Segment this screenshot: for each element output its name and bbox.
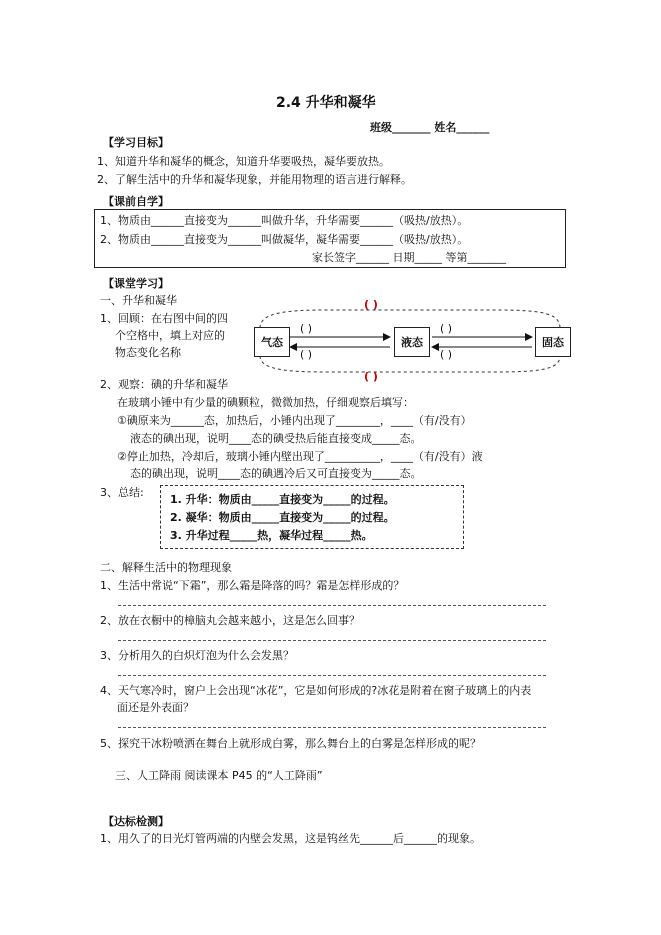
liquid-state-box: 液态 — [394, 327, 430, 357]
blank-paren: ( ) — [300, 322, 313, 335]
answer-line — [118, 675, 546, 676]
blank-paren: ( ) — [440, 322, 453, 335]
review-text: 1、回顾：在右图中间的四 — [100, 312, 228, 325]
blank-paren: ( ) — [300, 348, 313, 361]
observe-line: ②停止加热，冷却后，玻璃小锤内壁出现了__________，____（有/没有）液 — [117, 450, 483, 463]
summary-item: 3. 升华过程_____热，凝华过程_____热。 — [170, 529, 373, 542]
question: 1、生活中常说“下霜”，那么霜是降落的吗？霜是怎样形成的？ — [100, 579, 405, 592]
observe-title: 2、观察：碘的升华和凝华 — [100, 378, 228, 391]
review-text: 物态变化名称 — [115, 346, 181, 359]
observe-line: 液态的碘出现，说明____态的碘受热后能直接变成_____态。 — [130, 432, 422, 445]
answer-line — [118, 605, 546, 606]
answer-line — [118, 640, 546, 641]
question: 面还是外表面？ — [117, 701, 194, 714]
summary-item: 2. 凝华：物质由_____直接变为_____的过程。 — [170, 511, 395, 524]
parent-sign-line: 家长签字______ 日期_____ 等第_______ — [312, 251, 506, 264]
section-heading: 二、解释生活中的物理现象 — [100, 561, 232, 574]
check-item: 1、用久了的日光灯管两端的内壁会发黑，这是钨丝先______后______的现象。 — [100, 832, 481, 845]
question: 3、分析用久的白炽灯泡为什么会发黑？ — [100, 649, 294, 662]
question: 4、天气寒冷时，窗户上会出现“冰花”，它是如何形成的?冰花是附着在窗子玻璃上的内表 — [100, 684, 532, 697]
goal-item: 1、知道升华和凝华的概念，知道升华要吸热，凝华要放热。 — [97, 155, 390, 168]
gas-state-box: 气态 — [254, 327, 290, 357]
answer-line — [118, 727, 546, 728]
observe-line: ①碘原来为______态，加热后，小锤内出现了________，____（有/没有） — [117, 414, 472, 427]
summary-label: 3、总结: — [100, 486, 144, 499]
preview-item: 2、物质由______直接变为______叫做凝华，凝华需要______（吸热/放热）。 — [100, 233, 469, 246]
review-text: 个空格中，填上对应的 — [115, 329, 225, 342]
question: 2、放在衣橱中的樟脑丸会越来越小，这是怎么回事？ — [100, 614, 360, 627]
goals-heading: 【学习目标】 — [103, 136, 169, 149]
section-heading: 一、升华和凝华 — [100, 294, 177, 307]
observe-line: 态的碘出现，说明____态的碘遇冷后又可直接变为_____态。 — [130, 467, 422, 480]
red-blank-paren: ( ) — [364, 298, 378, 311]
goal-item: 2、了解生活中的升华和凝华现象，并能用物理的语言进行解释。 — [97, 173, 412, 186]
class-name-line: 班级_______ 姓名______ — [370, 121, 490, 134]
observe-line: 在玻璃小锤中有少量的碘颗粒，微微加热，仔细观察后填写： — [117, 396, 414, 409]
blank-paren: ( ) — [440, 348, 453, 361]
solid-state-box: 固态 — [535, 327, 571, 357]
preview-heading: 【课前自学】 — [103, 195, 169, 208]
section-heading: 三、人工降雨 阅读课本 P45 的“人工降雨” — [115, 769, 323, 782]
question: 5、探究干冰粉喷洒在舞台上就形成白雾，那么舞台上的白雾是怎样形成的呢？ — [100, 737, 481, 750]
preview-item: 1、物质由______直接变为______叫做升华，升华需要______（吸热/放热）。 — [100, 214, 469, 227]
red-blank-paren: ( ) — [364, 370, 378, 383]
state-change-diagram — [248, 298, 574, 384]
check-heading: 【达标检测】 — [103, 815, 169, 828]
classroom-heading: 【课堂学习】 — [103, 277, 169, 290]
summary-item: 1. 升华：物质由_____直接变为_____的过程。 — [170, 493, 395, 506]
page-title: 2.4 升华和凝华 — [276, 95, 376, 111]
